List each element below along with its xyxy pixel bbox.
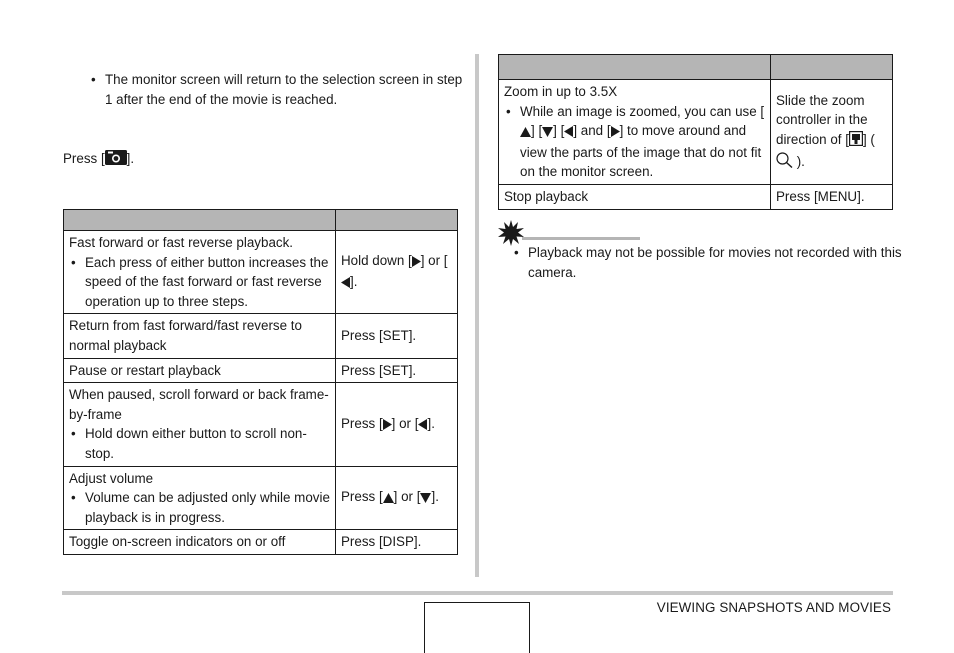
table-row: [64, 314, 458, 358]
op-text: Hold down [: [341, 252, 412, 268]
left-arrow-icon: [341, 274, 350, 294]
op-text: ] or [: [420, 252, 448, 268]
row-description: [499, 80, 771, 185]
table-row: [499, 80, 893, 185]
table-row: [499, 184, 893, 209]
op-text: ] (: [862, 131, 875, 147]
right-arrow-icon: [412, 253, 421, 273]
row-action: [336, 231, 458, 314]
camera-icon: [105, 150, 127, 171]
row-action: Press [SET].: [336, 358, 458, 383]
page-number-box: [424, 602, 530, 653]
row-sub-bullet: • Each press of either button increases the speed of the fast forward or fast reverse operation up to three steps.: [69, 253, 330, 312]
sub-text: ] [: [531, 123, 543, 139]
row-desc-text: Zoom in up to 3.5X: [504, 84, 618, 99]
row-action: [771, 80, 893, 185]
pause-instruction: [63, 149, 134, 171]
down-arrow-icon: [420, 489, 431, 509]
up-arrow-icon: [383, 489, 394, 509]
row-description: Toggle on-screen indicators on or off: [64, 530, 336, 555]
sub-text: ] and [: [573, 123, 611, 139]
op-text: ].: [431, 489, 439, 505]
sub-text: While an image is zoomed, you can use [: [520, 103, 765, 119]
note-bullet-text: Playback may not be possible for movies not recorded with this camera.: [528, 245, 902, 280]
row-desc-text: When paused, scroll forward or back frame-by-frame: [69, 387, 329, 422]
header-cell-operation: [64, 210, 336, 231]
op-text: ).: [793, 153, 805, 169]
zoom-operations-table: [498, 54, 893, 210]
row-description: [64, 383, 336, 466]
op-text: ].: [427, 415, 435, 431]
column-divider: [475, 54, 479, 577]
op-text: ].: [350, 274, 358, 290]
row-action: Press [SET].: [336, 314, 458, 358]
table-row: [64, 231, 458, 314]
op-text: Press [: [341, 415, 383, 431]
table-row: [64, 466, 458, 530]
table-header-row: [64, 210, 458, 231]
table-row: [64, 530, 458, 555]
row-description: [64, 466, 336, 530]
row-action: [336, 383, 458, 466]
header-cell-action: [771, 55, 893, 80]
movie-operations-table: [63, 209, 458, 555]
header-cell-operation: [499, 55, 771, 80]
op-text: ] or [: [391, 415, 419, 431]
sub-text: ] to move around and view the parts of the image that do not fit on the monitor screen.: [520, 123, 762, 180]
row-sub-bullet: • Volume can be adjusted only while movie playback is in progress.: [69, 488, 330, 527]
press-suffix: ].: [126, 151, 135, 166]
movie-end-note-text: The monitor screen will return to the selection screen in step 1 after the end of the movie is reached.: [105, 72, 463, 107]
header-cell-action: [336, 210, 458, 231]
table-header-row: [499, 55, 893, 80]
magnifier-icon: [776, 152, 793, 174]
row-action: Press [MENU].: [771, 184, 893, 209]
press-prefix: Press [: [63, 151, 105, 166]
zoom-tele-icon: [849, 131, 863, 152]
row-description: Stop playback: [499, 184, 771, 209]
up-arrow-icon: [520, 123, 531, 143]
footer-rule: [62, 591, 893, 595]
right-arrow-icon: [611, 123, 620, 143]
table-row: [64, 358, 458, 383]
row-description: Return from fast forward/fast reverse to normal playback: [64, 314, 336, 358]
right-arrow-icon: [383, 416, 392, 436]
op-text: Press [: [341, 489, 383, 505]
note-rule: [522, 237, 640, 240]
row-desc-text: Fast forward or fast reverse playback.: [69, 235, 294, 250]
row-action: Press [DISP].: [336, 530, 458, 555]
table-row: [64, 383, 458, 466]
row-desc-text: Adjust volume: [69, 470, 154, 486]
row-sub-bullet: • Hold down either button to scroll non-stop.: [69, 424, 330, 463]
note-bullet: [512, 243, 908, 282]
sub-text: ] [: [553, 123, 565, 139]
row-action: [336, 466, 458, 530]
left-arrow-icon: [564, 123, 573, 143]
row-description: [64, 231, 336, 314]
op-text: ] or [: [393, 489, 421, 505]
movie-end-note: [89, 70, 469, 109]
section-title: VIEWING SNAPSHOTS AND MOVIES: [656, 600, 891, 615]
row-description: Pause or restart playback: [64, 358, 336, 383]
down-arrow-icon: [542, 123, 553, 143]
row-sub-bullet: [504, 102, 765, 182]
op-text: Slide the zoom controller in the direction of [: [776, 92, 868, 147]
